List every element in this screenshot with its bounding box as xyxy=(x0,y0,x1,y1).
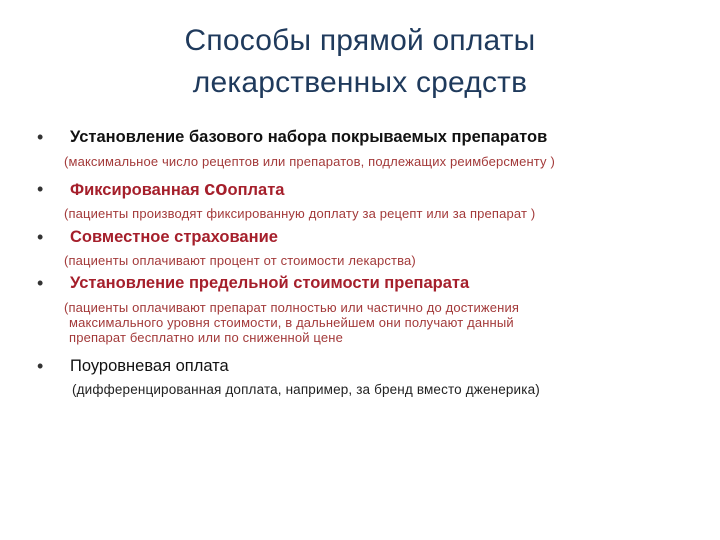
detail-line: (дифференцированная доплата, например, за бренд вместо дженерика) xyxy=(72,382,540,397)
bullet-icon: • xyxy=(37,179,44,199)
detail-line: (пациенты оплачивают препарат полностью или частично до достижения xyxy=(64,300,520,315)
slide-title-line-2: лекарственных средств xyxy=(192,66,528,99)
bullet-icon: • xyxy=(37,273,44,293)
heading-part-2: со xyxy=(204,178,228,200)
list-item-heading: Поуровневая оплата xyxy=(70,357,229,375)
detail-line: (пациенты оплачивают процент от стоимости лекарства) xyxy=(64,253,416,268)
list-item-detail xyxy=(64,253,416,268)
heading-part-1: Фиксированная xyxy=(70,181,205,199)
heading-part-3: оплата xyxy=(227,181,285,199)
list-item-detail xyxy=(64,154,555,169)
bullet-icon: • xyxy=(37,127,44,147)
list-item-detail xyxy=(64,300,519,345)
bullet-icon: • xyxy=(37,356,44,376)
detail-line: (пациенты производят фиксированную доплату за рецепт или за препарат ) xyxy=(64,206,536,221)
detail-line: препарат бесплатно или по сниженной цене xyxy=(69,330,343,345)
detail-line: максимального уровня стоимости, в дальнейшем они получают данный xyxy=(69,315,514,330)
list-item-detail xyxy=(64,206,535,221)
list-item-detail xyxy=(72,382,540,397)
list-item-heading xyxy=(70,178,284,201)
slide-title-line-1: Способы прямой оплаты xyxy=(184,24,536,57)
list-item-heading: Совместное страхование xyxy=(70,228,278,246)
list-item-heading: Установление предельной стоимости препарата xyxy=(70,274,470,292)
list-item-heading: Установление базового набора покрываемых препаратов xyxy=(70,128,548,146)
detail-line: (максимальное число рецептов или препаратов, подлежащих реимберсменту ) xyxy=(64,154,555,169)
bullet-icon: • xyxy=(37,227,44,247)
